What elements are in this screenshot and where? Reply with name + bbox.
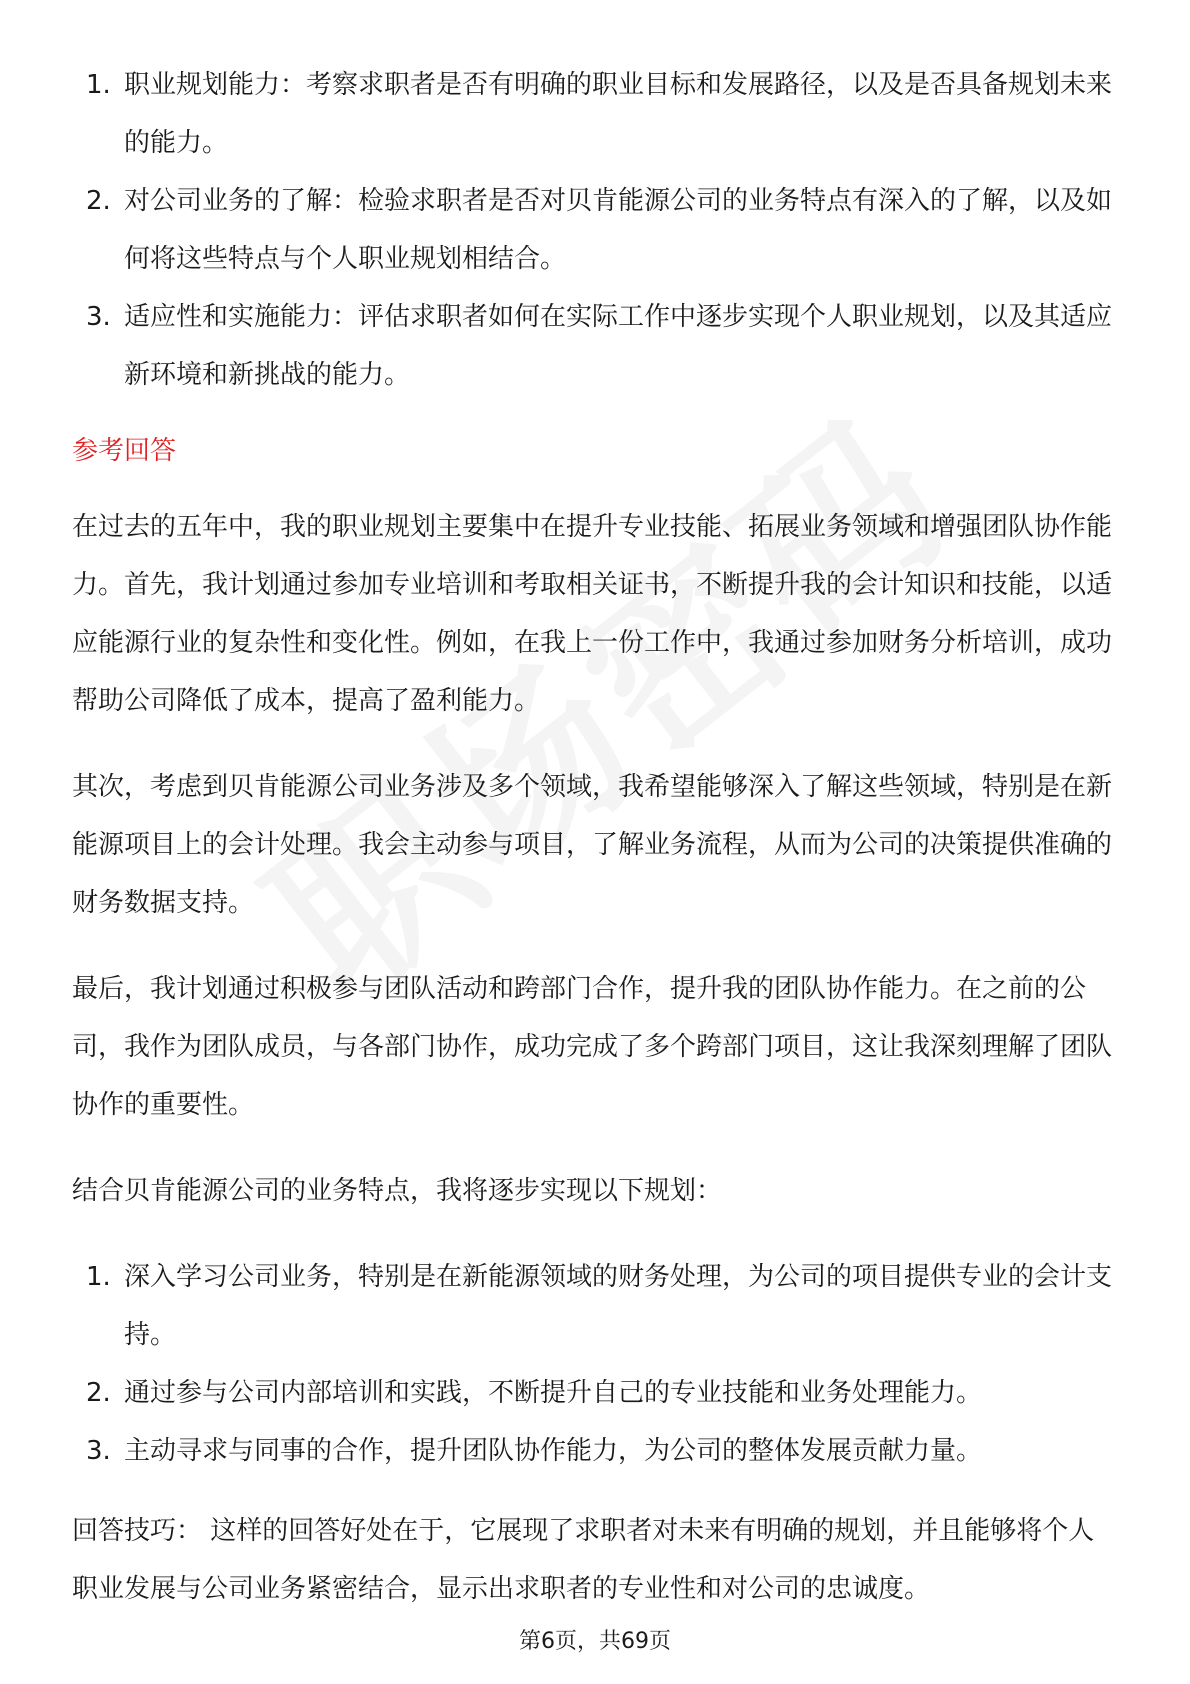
list-item-number: 2. [86,186,111,216]
answer-paragraph: 在过去的五年中，我的职业规划主要集中在提升专业技能、拓展业务领域和增强团队协作能力。首先，我计划通过参加专业培训和考取相关证书，不断提升我的会计知识和技能，以适应能源行业的复杂性和变化性。例如，在我上一份工作中，我通过参加财务分析培训，成功帮助公司降低了成本，提高了盈利能力。 [72,512,1113,716]
answer-paragraph: 其次，考虑到贝肯能源公司业务涉及多个领域，我希望能够深入了解这些领域，特别是在新能源项目上的会计处理。我会主动参与项目，了解业务流程，从而为公司的决策提供准确的财务数据支持。 [72,772,1113,918]
plan-list [72,1248,1117,1480]
list-item-number: 1. [86,70,111,100]
list-item [72,1248,1117,1364]
list-item-number: 1. [86,1262,111,1292]
list-item [72,56,1117,172]
list-item-text: 职业规划能力：考察求职者是否有明确的职业目标和发展路径，以及是否具备规划未来的能力。 [124,70,1113,158]
list-item [72,288,1117,404]
section-title: 参考回答 [72,436,177,466]
list-item [72,172,1117,288]
document-page [72,56,1117,1618]
list-item-text: 对公司业务的了解：检验求职者是否对贝肯能源公司的业务特点有深入的了解，以及如何将这些特点与个人职业规划相结合。 [124,186,1113,274]
list-item [72,1364,1117,1422]
list-item-text: 深入学习公司业务，特别是在新能源领域的财务处理，为公司的项目提供专业的会计支持。 [124,1262,1113,1350]
list-item-number: 3. [86,302,111,332]
list-item-text: 适应性和实施能力：评估求职者如何在实际工作中逐步实现个人职业规划，以及其适应新环境和新挑战的能力。 [124,302,1113,390]
page-number: 第6页，共69页 [519,1629,671,1654]
list-item-text: 通过参与公司内部培训和实践，不断提升自己的专业技能和业务处理能力。 [124,1378,983,1408]
list-item-number: 2. [86,1378,111,1408]
answer-paragraph: 结合贝肯能源公司的业务特点，我将逐步实现以下规划： [72,1176,723,1206]
criteria-list [72,56,1117,404]
list-item-text: 主动寻求与同事的合作，提升团队协作能力，为公司的整体发展贡献力量。 [124,1436,983,1466]
answer-tips: 回答技巧： 这样的回答好处在于，它展现了求职者对未来有明确的规划，并且能够将个人职业发展与公司业务紧密结合，显示出求职者的专业性和对公司的忠诚度。 [72,1516,1095,1604]
list-item [72,1422,1117,1480]
answer-paragraph: 最后，我计划通过积极参与团队活动和跨部门合作，提升我的团队协作能力。在之前的公司，我作为团队成员，与各部门协作，成功完成了多个跨部门项目，这让我深刻理解了团队协作的重要性。 [72,974,1113,1120]
list-item-number: 3. [86,1436,111,1466]
